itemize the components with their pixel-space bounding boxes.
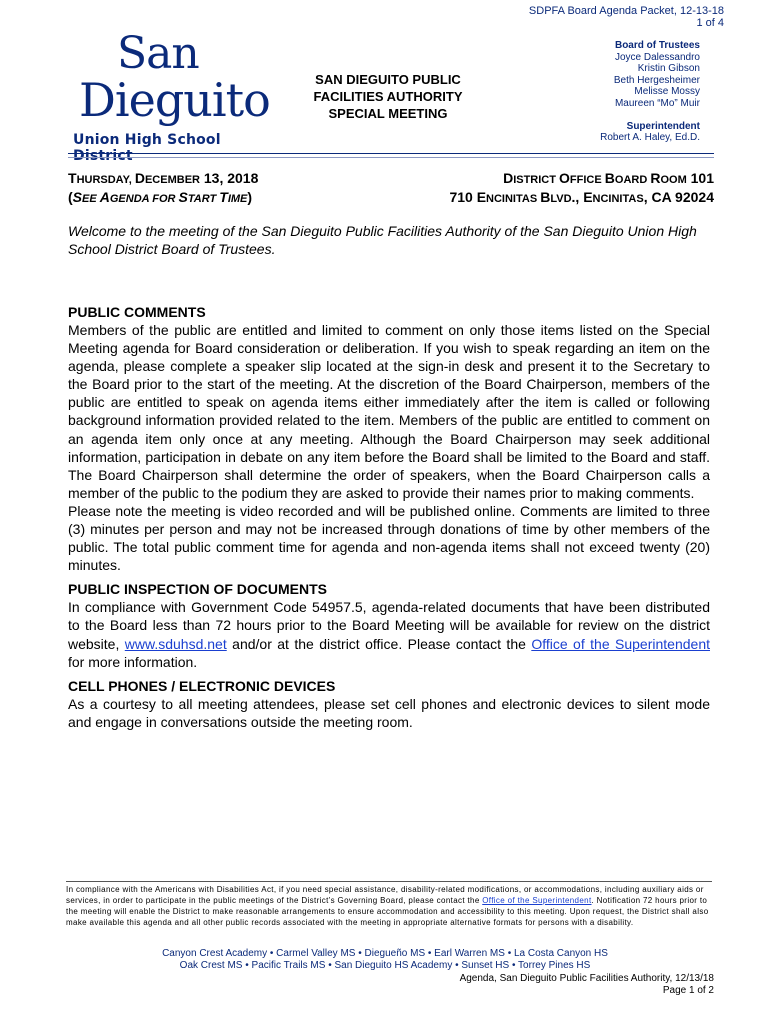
meeting-date-line xyxy=(68,170,258,189)
date-ecember: ECEMBER xyxy=(144,174,200,186)
meeting-room-line xyxy=(449,170,714,189)
header-divider-thin xyxy=(68,157,714,158)
meeting-title-line: SAN DIEGUITO PUBLIC xyxy=(315,72,461,87)
inspection-text: In compliance with Government Code 54957.5, agenda-related documents that have been distributed to the Board less than 72 hours prior to the Board Meeting will be available for review on the district website, xyxy=(68,599,710,652)
public-comments-paragraph: Members of the public are entitled and limited to comment on only those items listed on the Special Meeting agenda for Board consideration or deliberation. If you wish to speak regarding an item on the agenda, please complete a speaker slip located at the sign-in desk and present it to the Secretary to the Board prior to the start of the meeting. At the discretion of the Board Chairperson, members of the public are entitled to speak on agenda items either immediately after the item is called or following background information provided related to the item. Members of the public are entitled to comment on an agenda item only once at any meeting. Although the Board Chairperson may seek additional information, participation in debate on any item before the Board shall be limited to the Board and staff. The Board Chairperson shall determine the order of speakers, when the Board Chairperson calls a member of the public to the podium they are asked to provide their names prior to making comments. xyxy=(68,322,710,501)
welcome-text: Welcome to the meeting of the San Dieguito Public Facilities Authority of the San Dieguito Union High School District Board of Trustees. xyxy=(68,223,697,257)
date-d: D xyxy=(134,170,145,186)
footer-doc-title: Agenda, San Dieguito Public Facilities Authority, 12/13/18 xyxy=(459,973,714,984)
logo-district-name: Union High School District xyxy=(73,132,221,164)
note-t: T xyxy=(219,189,228,205)
cell-phones-paragraph: As a courtesy to all meeting attendees, please set cell phones and electronic devices to silent mode and engage in conversations outside the meeting room. xyxy=(68,695,710,730)
room-d: D xyxy=(503,170,514,186)
district-website-link[interactable]: www.sduhsd.net xyxy=(124,635,227,652)
note-ime: IME xyxy=(227,193,248,205)
packet-label xyxy=(529,5,724,29)
header-divider xyxy=(68,153,714,154)
board-of-trustees xyxy=(500,40,700,144)
board-member: Joyce Dalessandro xyxy=(614,51,700,63)
board-member: Beth Hergesheimer xyxy=(613,74,700,86)
addr-tail: , CA 92024 xyxy=(643,189,714,205)
note-genda: GENDA FOR xyxy=(109,193,179,205)
addr-ncinitas: NCINITAS xyxy=(486,193,541,205)
district-logo xyxy=(73,28,273,164)
meeting-date xyxy=(68,170,258,208)
section-heading-public-inspection: PUBLIC INSPECTION OF DOCUMENTS xyxy=(68,581,328,598)
meeting-title xyxy=(300,71,476,122)
meeting-title-line: SPECIAL MEETING xyxy=(328,106,448,121)
date-t: T xyxy=(68,170,77,186)
agenda-note-line xyxy=(68,189,258,208)
room-oom: OOM xyxy=(660,174,687,186)
logo-word-san: San xyxy=(117,28,199,79)
room-num: 101 xyxy=(686,170,714,186)
note-s: S xyxy=(72,189,83,205)
note-s2: S xyxy=(178,189,188,205)
date-hursday: HURSDAY, xyxy=(76,174,135,186)
ada-text: . Notification 72 hours prior to the meeting will enable the District to make reasonable arrangements to ensure accommodation and accessibility to this meeting. Upon request, the District shall also make available this agenda and all other public records associated with the meeting in appropriate alternative formats for persons with a disability. xyxy=(66,896,709,927)
note-tart: TART xyxy=(187,193,220,205)
board-member: Kristin Gibson xyxy=(637,63,700,75)
addr-e2: E xyxy=(583,189,593,205)
section-heading-cell-phones: CELL PHONES / ELECTRONIC DEVICES xyxy=(68,677,336,694)
meeting-location xyxy=(449,170,714,208)
room-r: R xyxy=(650,170,661,186)
ada-superintendent-link[interactable]: Office of the Superintendent xyxy=(482,896,592,905)
room-b: B xyxy=(604,170,615,186)
date-num: 13, 2018 xyxy=(199,170,259,186)
ada-notice xyxy=(66,881,712,928)
addr-comma: ., xyxy=(571,189,584,205)
section-heading-public-comments: PUBLIC COMMENTS xyxy=(68,304,206,320)
public-comments-paragraph-2: Please note the meeting is video recorded and will be published online. Comments are limited to three (3) minutes per person and may not be increased through donations of time by other members of the public. The total public comment time for agenda and non-agenda items shall not exceed twenty (20) minutes. xyxy=(68,502,710,574)
logo-word-dieguito: Dieguito xyxy=(79,73,270,127)
packet-page-text: 1 of 4 xyxy=(696,17,724,29)
schools-list xyxy=(100,948,670,972)
agenda-content xyxy=(68,303,710,731)
meeting-address-line xyxy=(449,189,714,208)
superintendent-label: Superintendent xyxy=(626,120,700,132)
addr-ncinitas2: NCINITAS xyxy=(592,193,644,205)
note-a: A xyxy=(99,189,110,205)
note-open: ( xyxy=(68,189,73,205)
room-oard: OARD xyxy=(614,174,651,186)
page-footer xyxy=(460,973,714,997)
board-member: Melisse Mossy xyxy=(634,86,700,98)
addr-num: 710 xyxy=(449,189,477,205)
addr-b: B xyxy=(540,189,551,205)
addr-e: E xyxy=(476,189,487,205)
room-ffice: FFICE xyxy=(569,174,605,186)
room-o: O xyxy=(559,170,570,186)
inspection-text: for more information. xyxy=(68,653,198,670)
board-label: Board of Trustees xyxy=(614,40,700,51)
inspection-text: and/or at the district office. Please contact the xyxy=(226,635,532,652)
superintendent-office-link[interactable]: Office of the Superintendent xyxy=(531,635,710,652)
meeting-title-line: FACILITIES AUTHORITY xyxy=(313,89,463,104)
schools-line: Oak Crest MS • Pacific Trails MS • San Dieguito HS Academy • Sunset HS • Torrey Pines HS xyxy=(179,960,591,971)
room-istrict: ISTRICT xyxy=(513,174,560,186)
schools-line: Canyon Crest Academy • Carmel Valley MS • Diegueño MS • Earl Warren MS • La Costa Canyon HS xyxy=(162,948,608,959)
ada-text: In compliance with the Americans with Disabilities Act, if you need special assistance, disability-related modifications, or accommodations, including auxiliary aids or services, in order to participate in the public meetings of the District’s Governing Board, please contact the xyxy=(66,885,704,905)
packet-label-text: SDPFA Board Agenda Packet, 12-13-18 xyxy=(528,5,724,17)
note-close: ) xyxy=(247,189,253,205)
superintendent-name: Robert A. Haley, Ed.D. xyxy=(600,132,700,144)
board-member: Maureen “Mo” Muir xyxy=(614,97,700,109)
addr-lvd: LVD xyxy=(550,193,572,205)
public-inspection-paragraph xyxy=(68,598,710,670)
note-ee: EE xyxy=(82,193,100,205)
footer-page-number: Page 1 of 2 xyxy=(662,985,714,996)
